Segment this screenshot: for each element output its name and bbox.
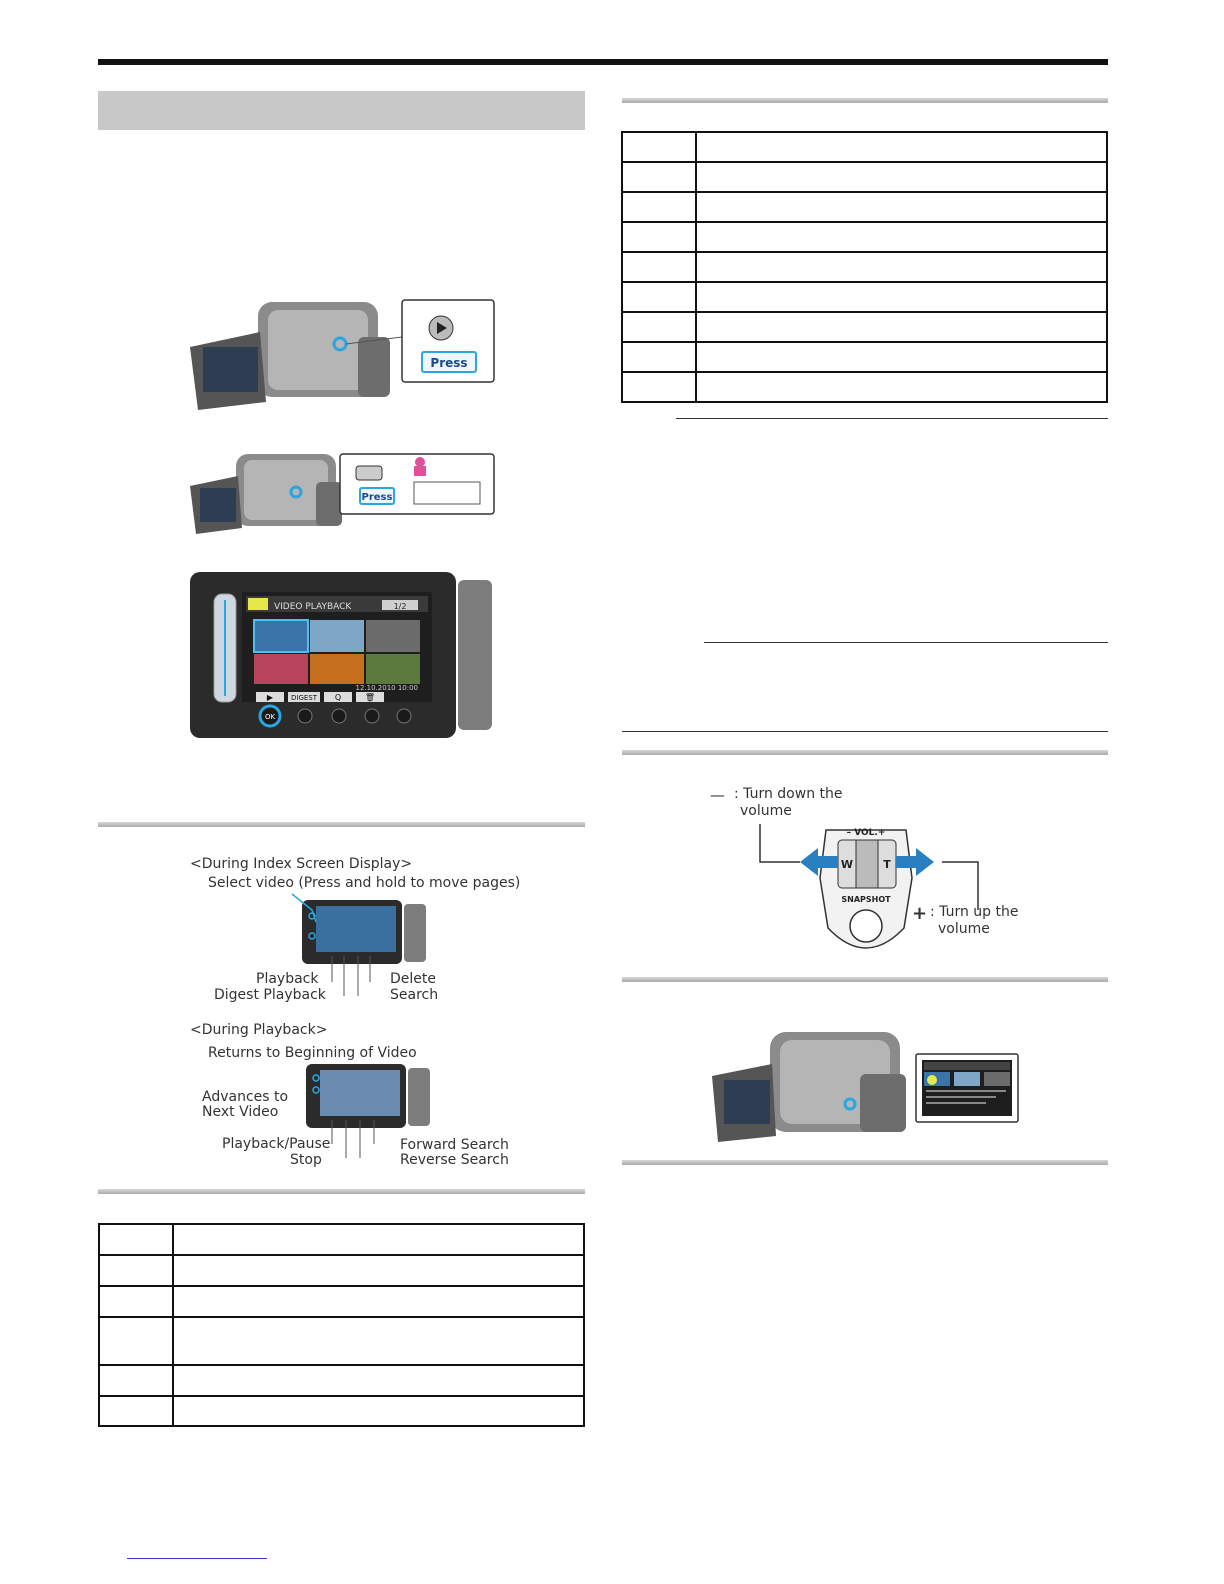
table-row bbox=[622, 312, 1107, 342]
play-pause-label: Playback/Pause bbox=[222, 1136, 331, 1152]
table-row bbox=[622, 192, 1107, 222]
forward-search-label: Forward Search bbox=[400, 1137, 509, 1153]
reverse-search-label: Reverse Search bbox=[400, 1152, 509, 1168]
table-row bbox=[622, 342, 1107, 372]
screen-page: 1/2 bbox=[393, 602, 407, 611]
note-rule-3 bbox=[622, 731, 1108, 732]
left-table bbox=[98, 1223, 585, 1427]
top-rule bbox=[98, 59, 1108, 65]
table-row bbox=[622, 162, 1107, 192]
screen-button-play: ▶ bbox=[266, 693, 274, 702]
screen-title: VIDEO PLAYBACK bbox=[274, 602, 352, 612]
table-row bbox=[99, 1224, 584, 1255]
section-rule-left-1 bbox=[98, 822, 585, 827]
volume-lever-figure bbox=[700, 780, 1040, 960]
screen-timestamp: 12.10.2010 10:00 bbox=[355, 684, 418, 692]
section-rule-left-2 bbox=[98, 1189, 585, 1194]
vol-label: – VOL.+ bbox=[846, 828, 886, 838]
table-row bbox=[622, 252, 1107, 282]
camera-mode-button-figure bbox=[188, 448, 496, 534]
w-label: W bbox=[840, 858, 854, 871]
note-rule-1 bbox=[676, 418, 1108, 419]
volume-down-label-2: volume bbox=[740, 803, 792, 819]
zoom-lever-icon bbox=[756, 818, 986, 958]
advances-label-1: Advances to bbox=[202, 1089, 289, 1105]
playback-heading: <During Playback> bbox=[190, 1022, 328, 1038]
screen-button-search: Q bbox=[334, 693, 342, 702]
section-rule-right-3 bbox=[622, 977, 1108, 982]
digest-playback-label: Digest Playback bbox=[214, 987, 326, 1003]
delete-label: Delete bbox=[390, 971, 436, 987]
operations-figure bbox=[186, 852, 521, 1172]
right-table bbox=[621, 131, 1108, 403]
table-row bbox=[99, 1317, 584, 1365]
section-rule-right-1 bbox=[622, 98, 1108, 103]
volume-down-label-1: : Turn down the bbox=[734, 786, 843, 802]
section-header-bar bbox=[98, 91, 585, 130]
minus-symbol: — bbox=[710, 786, 725, 804]
table-row bbox=[622, 372, 1107, 402]
table-row bbox=[622, 282, 1107, 312]
footer-link-underline[interactable] bbox=[127, 1558, 267, 1559]
select-video-label: Select video (Press and hold to move pages) bbox=[208, 875, 521, 891]
volume-up-label-2: volume bbox=[938, 921, 990, 937]
snapshot-label: SNAPSHOT bbox=[841, 895, 891, 904]
table-row bbox=[99, 1255, 584, 1286]
screen-ok-button: OK bbox=[264, 713, 276, 721]
screen-button-delete: 🗑 bbox=[364, 693, 376, 702]
table-row bbox=[99, 1286, 584, 1317]
returns-label: Returns to Beginning of Video bbox=[208, 1045, 417, 1061]
camera-play-button-figure bbox=[188, 292, 496, 412]
search-label: Search bbox=[390, 987, 439, 1003]
table-row bbox=[622, 222, 1107, 252]
volume-up-label-1: : Turn up the bbox=[930, 904, 1019, 920]
press-label-2: Press bbox=[361, 492, 393, 503]
stop-label: Stop bbox=[290, 1152, 322, 1168]
table-row bbox=[622, 132, 1107, 162]
lcd-index-screen-figure bbox=[188, 570, 494, 740]
advances-label-2: Next Video bbox=[202, 1104, 279, 1120]
playback-label: Playback bbox=[256, 971, 319, 987]
section-rule-right-4 bbox=[622, 1160, 1108, 1165]
note-rule-2 bbox=[704, 642, 1108, 643]
section-rule-right-2 bbox=[622, 750, 1108, 755]
plus-symbol: + bbox=[912, 903, 928, 924]
t-label: T bbox=[883, 858, 891, 871]
camera-info-figure bbox=[710, 1024, 1020, 1142]
table-row bbox=[99, 1396, 584, 1426]
table-row bbox=[99, 1365, 584, 1396]
screen-button-digest: DIGEST bbox=[290, 694, 318, 702]
press-label-1: Press bbox=[430, 356, 468, 370]
index-heading: <During Index Screen Display> bbox=[190, 856, 413, 872]
